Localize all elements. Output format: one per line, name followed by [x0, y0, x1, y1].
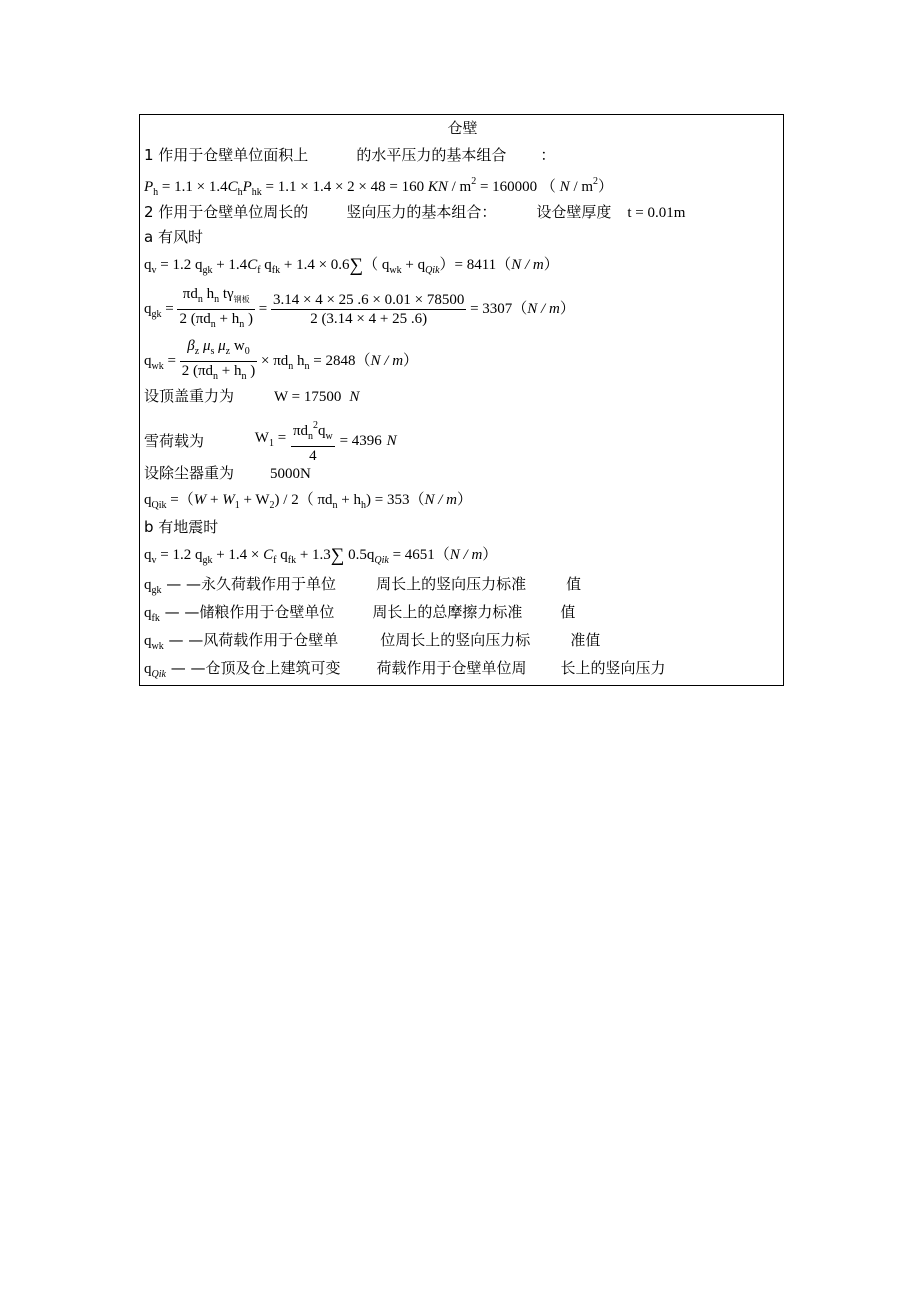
qwk-equation: $q_{wk}$ = $\frac{\beta_z \mu_s \mu_z w_0}{2 (\pi d_n + h_n )}$ × $\pi d_n$ $h_n = 2848(N / m)$: [144, 337, 418, 386]
section-2-heading: 2 作用于仓壁单位周长的 竖向压力的基本组合： 设仓壁厚度 t = 0.01m: [144, 203, 686, 221]
horizontal-pressure-equation: $P_h = 1.1 \times 1.4C_hP_{hk} = 1.1 \times 1.4 \times 2 \times 48 = 160$ KN / $m^2 = 160000$ （ N / $m^2$）: [144, 176, 614, 198]
roof-weight-line: 设顶盖重力为 W = 17500 N: [144, 387, 360, 405]
content-panel: [139, 114, 784, 686]
page-title: 仓壁: [447, 119, 478, 137]
qwk-fraction: $\frac{\beta_z \mu_s \mu_z w_0}{2 (\pi d_n + h_n )}$: [181, 338, 256, 382]
section-1-heading: 1 作用于仓壁单位面积上 的水平压力的基本组合 ：: [144, 146, 556, 164]
dust-collector-line: 设除尘器重为 5000N: [144, 464, 311, 482]
qqik-equation: $q_{Qik} =(W + W_1 + W_2) / 2$（ $\pi d_n + h_h) = 353(N / m)$: [144, 492, 473, 511]
definition-qqik: $q_{Qik}$ — —仓顶及仓上建筑可变 荷载作用于仓壁单位周 长上的竖向压力: [144, 659, 666, 680]
definition-qwk: $q_{wk}$ — —风荷载作用于仓壁单 位周长上的竖向压力标 准值: [144, 631, 601, 652]
qgk-numeric-fraction: $\frac{3.14 \times 4 \times 25 .6 \times 0.01 \times 78500}{2 (3.14 \times 4 + 25 .6)}$: [272, 292, 465, 327]
snow-fraction: $\frac{\pi d_n^2q_w}{4}$: [291, 417, 335, 465]
definition-qgk: $q_{gk}$ — —永久荷载作用于单位 周长上的竖向压力标准 值: [144, 575, 582, 596]
qgk-symbolic-fraction: $\frac{\pi d_n h_n t\gamma_{钢板}}{2 (\pi d_n + h_n )}$: [179, 286, 254, 330]
snow-load-line: 雪荷载为 $W_1$ = $\frac{\pi d_n^2q_w}{4}$ = 4396 N: [144, 417, 397, 465]
case-b-heading: b 有地震时: [144, 518, 219, 536]
qv-earthquake-equation: $q_v = 1.2$ $q_{gk} + 1.4 \times C_f$ $q_{fk} + 1.3\sum$ $0.5q_{Qik} = 4651(N / m)$: [144, 545, 498, 566]
definition-qfk: $q_{fk}$ — —储粮作用于仓壁单位 周长上的总摩擦力标准 值: [144, 603, 576, 624]
qv-wind-equation: $q_v = 1.2$ $q_{gk} + 1.4C_f$ $q_{fk} + 1.4 \times 0.6\sum$（ $q_{wk} + q_{Qik})= 8411(N / m)$: [144, 255, 559, 276]
case-a-heading: a 有风时: [144, 228, 203, 246]
qgk-equation: $q_{gk}$ = $\frac{\pi d_n h_n t\gamma_{钢板}}{2 (\pi d_n + h_n )}$ = $\frac{3.14 \times 4 \times 25 .6 \times 0.01 \times 78500}{2 (3.14 \times 4 + 25 .6)}$ = 3307（N / m）: [144, 285, 575, 334]
